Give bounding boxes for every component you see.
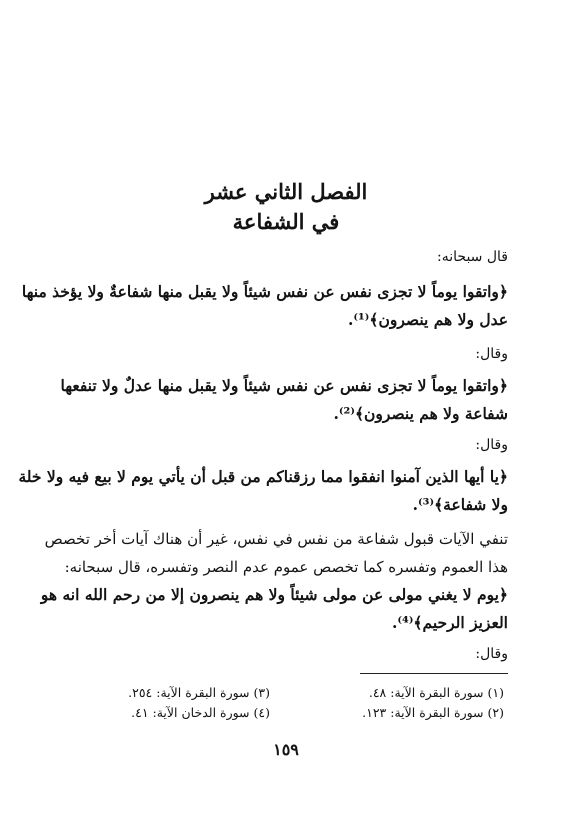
- intro-label: قال سبحانه:: [437, 249, 508, 265]
- verse-4-line-2: العزيز الرحيم﴾⁽⁴⁾.: [392, 613, 508, 632]
- verse-3-line-2: ولا شفاعة﴾⁽³⁾.: [412, 495, 508, 514]
- footnote-4: (٤) سورة الدخان الآية: ٤١.: [131, 705, 270, 720]
- paragraph-line-1: تنفي الآيات قبول شفاعة من نفس في نفس، غير أن هناك آيات أخر تخصص: [44, 530, 508, 548]
- footnote-divider: [360, 673, 508, 674]
- verse-1-line-2: عدل ولا هم ينصرون﴾⁽¹⁾.: [347, 310, 508, 329]
- verse-3-line-1: ﴿يا أيها الذين آمنوا انفقوا مما رزقناكم من قبل أن يأتي يوم لا بيع فيه ولا خلة: [18, 467, 508, 486]
- chapter-subtitle: في الشفاعة: [232, 209, 340, 234]
- chapter-title: الفصل الثاني عشر: [204, 179, 368, 204]
- verse-2-line-2: شفاعة ولا هم ينصرون﴾⁽²⁾.: [333, 404, 508, 423]
- paragraph-line-2: هذا العموم وتفسره كما تخصص عموم عدم النصر وتفسره، قال سبحانه:: [64, 558, 508, 576]
- footnote-2: (٢) سورة البقرة الآية: ١٢٣.: [362, 705, 504, 720]
- verse-2-line-1: ﴿واتقوا يوماً لا تجزى نفس عن نفس شيئاً ولا يقبل منها عدلٌ ولا تنفعها: [60, 376, 508, 395]
- said-label-3: وقال:: [475, 646, 508, 662]
- verse-1-line-1: ﴿واتقوا يوماً لا تجزى نفس عن نفس شيئاً ولا يقبل منها شفاعةٌ ولا يؤخذ منها: [21, 282, 508, 301]
- said-label-1: وقال:: [475, 346, 508, 362]
- verse-4-line-1: ﴿يوم لا يغني مولى عن مولى شيئاً ولا هم ينصرون إلا من رحم الله انه هو: [40, 585, 508, 604]
- footnote-1: (١) سورة البقرة الآية: ٤٨.: [368, 685, 504, 700]
- footnote-3: (٣) سورة البقرة الآية: ٢٥٤.: [128, 685, 270, 700]
- page-number: ١٥٩: [273, 740, 299, 759]
- said-label-2: وقال:: [475, 437, 508, 453]
